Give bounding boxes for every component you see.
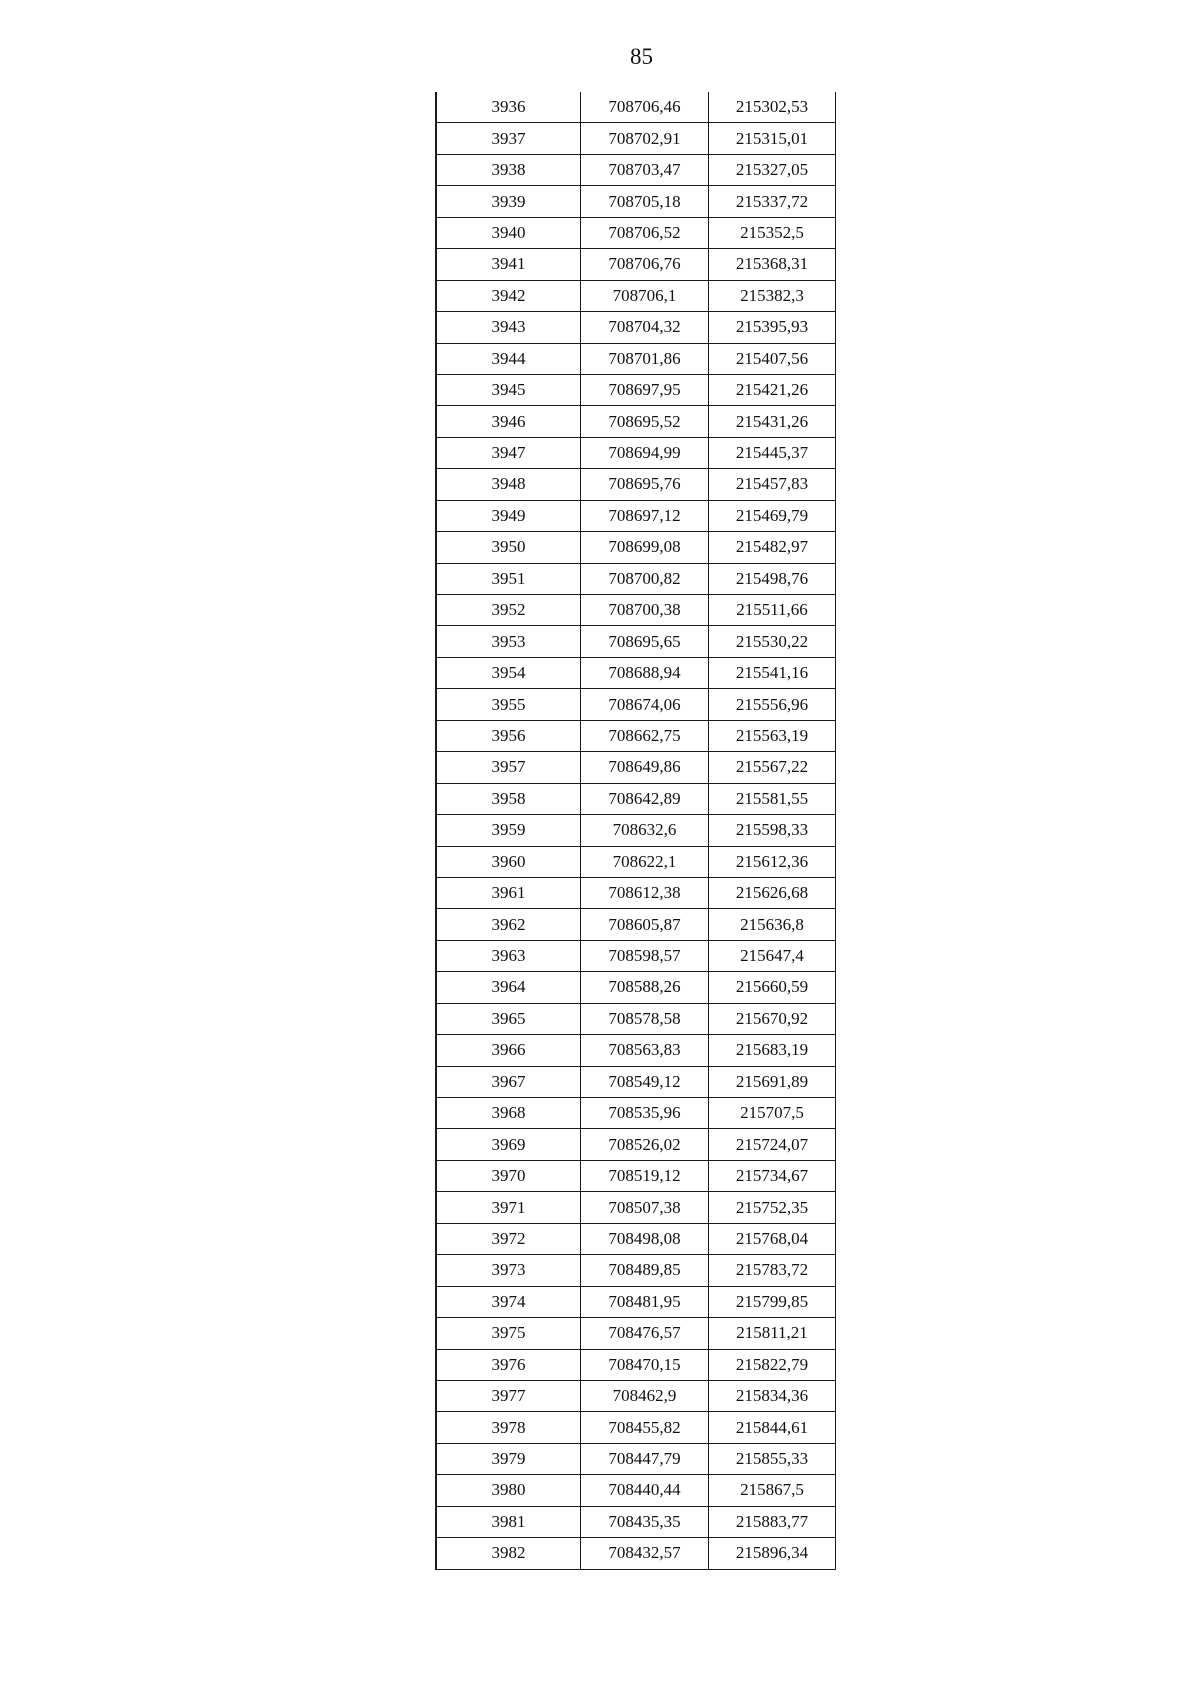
x-coordinate-cell: 708432,57 (581, 1538, 709, 1569)
x-coordinate-cell: 708588,26 (581, 972, 709, 1003)
y-coordinate-cell: 215691,89 (709, 1066, 836, 1097)
table-row (436, 689, 836, 720)
point-number-cell: 3940 (436, 217, 581, 248)
point-number-cell: 3947 (436, 437, 581, 468)
y-coordinate-cell: 215511,66 (709, 595, 836, 626)
y-coordinate-cell: 215327,05 (709, 154, 836, 185)
table-row (436, 1475, 836, 1506)
y-coordinate-cell: 215896,34 (709, 1538, 836, 1569)
x-coordinate-cell: 708706,52 (581, 217, 709, 248)
point-number-cell: 3950 (436, 532, 581, 563)
table-row (436, 406, 836, 437)
table-row (436, 1412, 836, 1443)
y-coordinate-cell: 215469,79 (709, 500, 836, 531)
x-coordinate-cell: 708699,08 (581, 532, 709, 563)
table-row (436, 783, 836, 814)
x-coordinate-cell: 708695,76 (581, 469, 709, 500)
x-coordinate-cell: 708642,89 (581, 783, 709, 814)
x-coordinate-cell: 708612,38 (581, 877, 709, 908)
x-coordinate-cell: 708462,9 (581, 1380, 709, 1411)
y-coordinate-cell: 215670,92 (709, 1003, 836, 1034)
y-coordinate-cell: 215302,53 (709, 92, 836, 123)
point-number-cell: 3973 (436, 1255, 581, 1286)
x-coordinate-cell: 708578,58 (581, 1003, 709, 1034)
y-coordinate-cell: 215431,26 (709, 406, 836, 437)
point-number-cell: 3951 (436, 563, 581, 594)
table-row (436, 877, 836, 908)
x-coordinate-cell: 708649,86 (581, 752, 709, 783)
point-number-cell: 3953 (436, 626, 581, 657)
table-row (436, 1255, 836, 1286)
y-coordinate-cell: 215598,33 (709, 815, 836, 846)
y-coordinate-cell: 215567,22 (709, 752, 836, 783)
point-number-cell: 3969 (436, 1129, 581, 1160)
table-row (436, 909, 836, 940)
point-number-cell: 3938 (436, 154, 581, 185)
table-row (436, 1066, 836, 1097)
y-coordinate-cell: 215530,22 (709, 626, 836, 657)
point-number-cell: 3970 (436, 1160, 581, 1191)
x-coordinate-cell: 708695,52 (581, 406, 709, 437)
x-coordinate-cell: 708549,12 (581, 1066, 709, 1097)
table-row (436, 92, 836, 123)
x-coordinate-cell: 708489,85 (581, 1255, 709, 1286)
page-number: 85 (630, 44, 653, 69)
coordinates-table (435, 92, 836, 1570)
x-coordinate-cell: 708481,95 (581, 1286, 709, 1317)
point-number-cell: 3979 (436, 1443, 581, 1474)
table-row (436, 1035, 836, 1066)
table-row (436, 217, 836, 248)
y-coordinate-cell: 215867,5 (709, 1475, 836, 1506)
y-coordinate-cell: 215541,16 (709, 657, 836, 688)
y-coordinate-cell: 215683,19 (709, 1035, 836, 1066)
y-coordinate-cell: 215445,37 (709, 437, 836, 468)
table-row (436, 500, 836, 531)
y-coordinate-cell: 215581,55 (709, 783, 836, 814)
table-row (436, 123, 836, 154)
point-number-cell: 3937 (436, 123, 581, 154)
y-coordinate-cell: 215855,33 (709, 1443, 836, 1474)
y-coordinate-cell: 215395,93 (709, 312, 836, 343)
x-coordinate-cell: 708704,32 (581, 312, 709, 343)
y-coordinate-cell: 215707,5 (709, 1098, 836, 1129)
y-coordinate-cell: 215626,68 (709, 877, 836, 908)
y-coordinate-cell: 215834,36 (709, 1380, 836, 1411)
table-row (436, 1538, 836, 1569)
y-coordinate-cell: 215457,83 (709, 469, 836, 500)
y-coordinate-cell: 215498,76 (709, 563, 836, 594)
x-coordinate-cell: 708632,6 (581, 815, 709, 846)
point-number-cell: 3980 (436, 1475, 581, 1506)
y-coordinate-cell: 215556,96 (709, 689, 836, 720)
point-number-cell: 3972 (436, 1223, 581, 1254)
y-coordinate-cell: 215563,19 (709, 720, 836, 751)
y-coordinate-cell: 215768,04 (709, 1223, 836, 1254)
table-row (436, 1380, 836, 1411)
point-number-cell: 3936 (436, 92, 581, 123)
point-number-cell: 3961 (436, 877, 581, 908)
x-coordinate-cell: 708694,99 (581, 437, 709, 468)
table-row (436, 1318, 836, 1349)
coordinates-table-body (436, 92, 836, 1569)
x-coordinate-cell: 708447,79 (581, 1443, 709, 1474)
table-row (436, 972, 836, 1003)
x-coordinate-cell: 708622,1 (581, 846, 709, 877)
x-coordinate-cell: 708440,44 (581, 1475, 709, 1506)
point-number-cell: 3966 (436, 1035, 581, 1066)
y-coordinate-cell: 215811,21 (709, 1318, 836, 1349)
y-coordinate-cell: 215734,67 (709, 1160, 836, 1191)
point-number-cell: 3954 (436, 657, 581, 688)
x-coordinate-cell: 708498,08 (581, 1223, 709, 1254)
y-coordinate-cell: 215315,01 (709, 123, 836, 154)
x-coordinate-cell: 708705,18 (581, 186, 709, 217)
point-number-cell: 3977 (436, 1380, 581, 1411)
table-row (436, 626, 836, 657)
x-coordinate-cell: 708526,02 (581, 1129, 709, 1160)
y-coordinate-cell: 215352,5 (709, 217, 836, 248)
table-row (436, 1286, 836, 1317)
table-row (436, 374, 836, 405)
x-coordinate-cell: 708700,38 (581, 595, 709, 626)
x-coordinate-cell: 708435,35 (581, 1506, 709, 1537)
point-number-cell: 3949 (436, 500, 581, 531)
point-number-cell: 3960 (436, 846, 581, 877)
point-number-cell: 3939 (436, 186, 581, 217)
point-number-cell: 3965 (436, 1003, 581, 1034)
table-row (436, 1003, 836, 1034)
table-row (436, 280, 836, 311)
y-coordinate-cell: 215799,85 (709, 1286, 836, 1317)
point-number-cell: 3963 (436, 940, 581, 971)
table-row (436, 154, 836, 185)
table-row (436, 1506, 836, 1537)
x-coordinate-cell: 708470,15 (581, 1349, 709, 1380)
y-coordinate-cell: 215844,61 (709, 1412, 836, 1443)
y-coordinate-cell: 215752,35 (709, 1192, 836, 1223)
x-coordinate-cell: 708703,47 (581, 154, 709, 185)
y-coordinate-cell: 215647,4 (709, 940, 836, 971)
x-coordinate-cell: 708702,91 (581, 123, 709, 154)
x-coordinate-cell: 708535,96 (581, 1098, 709, 1129)
point-number-cell: 3981 (436, 1506, 581, 1537)
point-number-cell: 3975 (436, 1318, 581, 1349)
y-coordinate-cell: 215822,79 (709, 1349, 836, 1380)
x-coordinate-cell: 708706,46 (581, 92, 709, 123)
y-coordinate-cell: 215612,36 (709, 846, 836, 877)
y-coordinate-cell: 215636,8 (709, 909, 836, 940)
x-coordinate-cell: 708605,87 (581, 909, 709, 940)
y-coordinate-cell: 215337,72 (709, 186, 836, 217)
point-number-cell: 3968 (436, 1098, 581, 1129)
point-number-cell: 3978 (436, 1412, 581, 1443)
y-coordinate-cell: 215883,77 (709, 1506, 836, 1537)
point-number-cell: 3943 (436, 312, 581, 343)
table-row (436, 1160, 836, 1191)
point-number-cell: 3964 (436, 972, 581, 1003)
point-number-cell: 3942 (436, 280, 581, 311)
table-row (436, 657, 836, 688)
table-row (436, 1349, 836, 1380)
x-coordinate-cell: 708695,65 (581, 626, 709, 657)
x-coordinate-cell: 708598,57 (581, 940, 709, 971)
x-coordinate-cell: 708701,86 (581, 343, 709, 374)
table-row (436, 186, 836, 217)
y-coordinate-cell: 215783,72 (709, 1255, 836, 1286)
table-row (436, 249, 836, 280)
table-row (436, 846, 836, 877)
point-number-cell: 3982 (436, 1538, 581, 1569)
table-row (436, 815, 836, 846)
x-coordinate-cell: 708455,82 (581, 1412, 709, 1443)
x-coordinate-cell: 708476,57 (581, 1318, 709, 1349)
table-row (436, 752, 836, 783)
y-coordinate-cell: 215368,31 (709, 249, 836, 280)
table-row (436, 1443, 836, 1474)
table-row (436, 437, 836, 468)
point-number-cell: 3958 (436, 783, 581, 814)
point-number-cell: 3974 (436, 1286, 581, 1317)
table-row (436, 595, 836, 626)
point-number-cell: 3945 (436, 374, 581, 405)
x-coordinate-cell: 708706,1 (581, 280, 709, 311)
table-row (436, 312, 836, 343)
point-number-cell: 3967 (436, 1066, 581, 1097)
table-row (436, 1192, 836, 1223)
point-number-cell: 3962 (436, 909, 581, 940)
y-coordinate-cell: 215407,56 (709, 343, 836, 374)
point-number-cell: 3971 (436, 1192, 581, 1223)
point-number-cell: 3956 (436, 720, 581, 751)
x-coordinate-cell: 708697,95 (581, 374, 709, 405)
point-number-cell: 3946 (436, 406, 581, 437)
x-coordinate-cell: 708688,94 (581, 657, 709, 688)
table-row (436, 1223, 836, 1254)
point-number-cell: 3959 (436, 815, 581, 846)
table-row (436, 1098, 836, 1129)
table-row (436, 343, 836, 374)
table-row (436, 940, 836, 971)
x-coordinate-cell: 708706,76 (581, 249, 709, 280)
point-number-cell: 3948 (436, 469, 581, 500)
y-coordinate-cell: 215724,07 (709, 1129, 836, 1160)
y-coordinate-cell: 215382,3 (709, 280, 836, 311)
y-coordinate-cell: 215482,97 (709, 532, 836, 563)
table-row (436, 563, 836, 594)
point-number-cell: 3941 (436, 249, 581, 280)
x-coordinate-cell: 708563,83 (581, 1035, 709, 1066)
x-coordinate-cell: 708519,12 (581, 1160, 709, 1191)
y-coordinate-cell: 215660,59 (709, 972, 836, 1003)
x-coordinate-cell: 708697,12 (581, 500, 709, 531)
point-number-cell: 3952 (436, 595, 581, 626)
x-coordinate-cell: 708507,38 (581, 1192, 709, 1223)
point-number-cell: 3976 (436, 1349, 581, 1380)
point-number-cell: 3955 (436, 689, 581, 720)
y-coordinate-cell: 215421,26 (709, 374, 836, 405)
table-row (436, 469, 836, 500)
table-row (436, 532, 836, 563)
x-coordinate-cell: 708662,75 (581, 720, 709, 751)
table-row (436, 1129, 836, 1160)
point-number-cell: 3957 (436, 752, 581, 783)
x-coordinate-cell: 708674,06 (581, 689, 709, 720)
table-row (436, 720, 836, 751)
point-number-cell: 3944 (436, 343, 581, 374)
x-coordinate-cell: 708700,82 (581, 563, 709, 594)
